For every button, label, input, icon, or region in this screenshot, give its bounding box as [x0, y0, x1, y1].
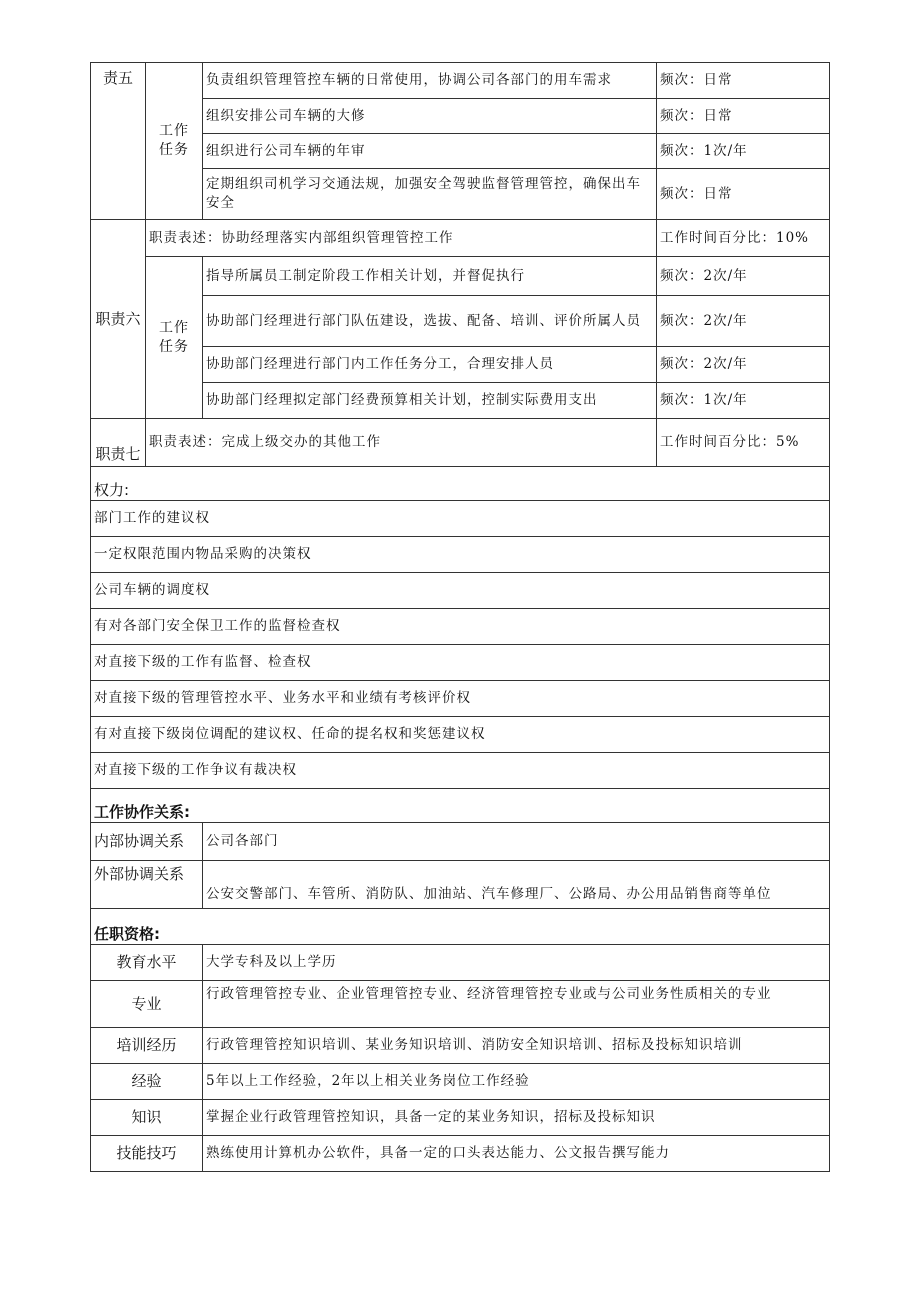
- internal-relation-value: 公司各部门: [203, 823, 830, 861]
- duty6-freq-3: 频次：2次/年: [657, 347, 830, 383]
- duty6-desc: 职责表述：协助经理落实内部组织管理管控工作: [146, 220, 657, 257]
- duty6-freq-1: 频次：2次/年: [657, 257, 830, 296]
- power-item: 有对直接下级岗位调配的建议权、任命的提名权和奖惩建议权: [91, 717, 830, 753]
- qualification-value-skills: 熟练使用计算机办公软件，具备一定的口头表达能力、公文报告撰写能力: [203, 1136, 830, 1172]
- duty5-label: 责五: [91, 63, 146, 220]
- duties-table: [90, 62, 830, 467]
- duty7-time: 工作时间百分比：5%: [657, 419, 830, 467]
- qualification-value-knowledge: 掌握企业行政管理管控知识，具备一定的某业务知识，招标及投标知识: [203, 1100, 830, 1136]
- qualification-label-skills: 技能技巧: [91, 1136, 203, 1172]
- qualification-value-experience: 5年以上工作经验，2年以上相关业务岗位工作经验: [203, 1064, 830, 1100]
- duty6-task-4: 协助部门经理拟定部门经费预算相关计划，控制实际费用支出: [203, 383, 657, 419]
- duty5-freq-3: 频次：1次/年: [657, 134, 830, 169]
- duty6-freq-4: 频次：1次/年: [657, 383, 830, 419]
- duty5-freq-1: 频次：日常: [657, 63, 830, 99]
- duty5-freq-2: 频次：日常: [657, 99, 830, 134]
- duty6-task-3: 协助部门经理进行部门内工作任务分工，合理安排人员: [203, 347, 657, 383]
- duty6-time: 工作时间百分比：10%: [657, 220, 830, 257]
- internal-relation-label: 内部协调关系: [91, 823, 203, 861]
- power-item: 有对各部门安全保卫工作的监督检查权: [91, 609, 830, 645]
- duty6-freq-2: 频次：2次/年: [657, 296, 830, 347]
- job-description-document: [90, 62, 829, 1172]
- duty5-task-2: 组织安排公司车辆的大修: [203, 99, 657, 134]
- qualification-label-experience: 经验: [91, 1064, 203, 1100]
- qualifications-title: 任职资格:: [91, 909, 830, 945]
- power-item: 对直接下级的工作争议有裁决权: [91, 753, 830, 789]
- duty7-desc: 职责表述：完成上级交办的其他工作: [146, 419, 657, 467]
- qualification-value-education: 大学专科及以上学历: [203, 945, 830, 981]
- external-relation-label: 外部协调关系: [91, 861, 203, 909]
- power-item: 对直接下级的工作有监督、检查权: [91, 645, 830, 681]
- qualification-label-education: 教育水平: [91, 945, 203, 981]
- external-relation-value: 公安交警部门、车管所、消防队、加油站、汽车修理厂、公路局、办公用品销售商等单位: [203, 861, 830, 909]
- relations-title: 工作协作关系:: [91, 789, 830, 823]
- powers-title: 权力:: [91, 467, 830, 501]
- duty5-task-label: 工作任务: [146, 63, 203, 220]
- qualification-value-major: 行政管理管控专业、企业管理管控专业、经济管理管控专业或与公司业务性质相关的专业: [203, 981, 830, 1028]
- qualification-value-training: 行政管理管控知识培训、某业务知识培训、消防安全知识培训、招标及投标知识培训: [203, 1028, 830, 1064]
- duty6-label: 职责六: [91, 220, 146, 419]
- duty6-task-1: 指导所属员工制定阶段工作相关计划，并督促执行: [203, 257, 657, 296]
- qualification-label-major: 专业: [91, 981, 203, 1028]
- duty5-task-3: 组织进行公司车辆的年审: [203, 134, 657, 169]
- duty5-freq-4: 频次：日常: [657, 169, 830, 220]
- powers-qualifications-table: [90, 466, 830, 1172]
- duty6-task-label: 工作任务: [146, 257, 203, 419]
- power-item: 部门工作的建议权: [91, 501, 830, 537]
- qualification-label-training: 培训经历: [91, 1028, 203, 1064]
- power-item: 公司车辆的调度权: [91, 573, 830, 609]
- duty5-task-4: 定期组织司机学习交通法规，加强安全驾驶监督管理管控，确保出车安全: [203, 169, 657, 220]
- duty7-label: 职责七: [91, 419, 146, 467]
- duty5-task-1: 负责组织管理管控车辆的日常使用，协调公司各部门的用车需求: [203, 63, 657, 99]
- power-item: 对直接下级的管理管控水平、业务水平和业绩有考核评价权: [91, 681, 830, 717]
- qualification-label-knowledge: 知识: [91, 1100, 203, 1136]
- power-item: 一定权限范围内物品采购的决策权: [91, 537, 830, 573]
- duty6-task-2: 协助部门经理进行部门队伍建设，选拔、配备、培训、评价所属人员: [203, 296, 657, 347]
